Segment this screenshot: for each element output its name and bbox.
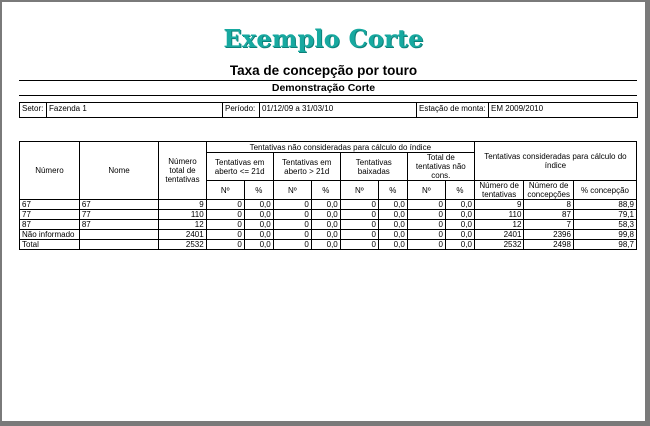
header-numero: Número — [20, 142, 80, 200]
header-no: Nº — [206, 181, 244, 200]
cell-baixadas-pct: 0,0 — [378, 210, 407, 220]
cell-aberto-le21-pct: 0,0 — [244, 230, 273, 240]
cell-aberto-gt21-pct: 0,0 — [311, 230, 340, 240]
cell-num-tentativas: 2401 — [474, 230, 524, 240]
cell-aberto-le21-n: 0 — [206, 220, 244, 230]
estacao-divider — [416, 103, 417, 117]
cell-pct-concepcao: 98,7 — [573, 240, 636, 250]
company-logo: Exemplo Corte — [223, 24, 424, 53]
cell-numero: 87 — [20, 220, 80, 230]
cell-baixadas-pct: 0,0 — [378, 240, 407, 250]
header-no: Nº — [340, 181, 378, 200]
cell-numero: 77 — [20, 210, 80, 220]
report-subtitle: Demonstração Corte — [271, 82, 376, 94]
header-pct: % — [378, 181, 407, 200]
setor-value: Fazenda 1 — [49, 104, 87, 113]
header-num-tentativas: Número de tentativas — [474, 181, 524, 200]
cell-aberto-le21-pct: 0,0 — [244, 240, 273, 250]
cell-aberto-gt21-n: 0 — [273, 210, 311, 220]
header-no: Nº — [407, 181, 445, 200]
cell-aberto-gt21-pct: 0,0 — [311, 220, 340, 230]
periodo-label: Período: — [225, 104, 256, 113]
cell-nome: 67 — [79, 200, 158, 210]
cell-aberto-gt21-n: 0 — [273, 230, 311, 240]
table-row — [20, 230, 637, 240]
cell-aberto-le21-n: 0 — [206, 240, 244, 250]
cell-total-nao-pct: 0,0 — [445, 230, 474, 240]
cell-total: 2401 — [159, 230, 206, 240]
cell-pct-concepcao: 79,1 — [573, 210, 636, 220]
cell-pct-concepcao: 58,3 — [573, 220, 636, 230]
header-nome: Nome — [79, 142, 158, 200]
header-total-nao: Total de tentativas não cons. — [407, 153, 474, 181]
cell-total-nao-pct: 0,0 — [445, 210, 474, 220]
cell-total: 110 — [159, 210, 206, 220]
estacao-value-divider — [488, 103, 489, 117]
cell-numero: Total — [20, 240, 80, 250]
subtitle-divider — [19, 95, 637, 96]
cell-num-concepcoes: 2498 — [524, 240, 574, 250]
cell-baixadas-pct: 0,0 — [378, 220, 407, 230]
cell-aberto-gt21-pct: 0,0 — [311, 200, 340, 210]
setor-label: Setor: — [22, 104, 44, 113]
header-num-concepcoes: Número de concepções — [524, 181, 574, 200]
report-title: Taxa de concepção por touro — [229, 63, 418, 78]
periodo-value-divider — [259, 103, 260, 117]
header-group-consideradas: Tentativas consideradas para cálculo do índice — [474, 142, 636, 181]
cell-baixadas-n: 0 — [340, 200, 378, 210]
cell-aberto-gt21-pct: 0,0 — [311, 240, 340, 250]
cell-total-nao-n: 0 — [407, 220, 445, 230]
header-pct-concepcao: % concepção — [573, 181, 636, 200]
cell-aberto-gt21-n: 0 — [273, 220, 311, 230]
cell-num-tentativas: 9 — [474, 200, 524, 210]
cell-nome: 77 — [79, 210, 158, 220]
cell-baixadas-pct: 0,0 — [378, 230, 407, 240]
header-pct: % — [445, 181, 474, 200]
cell-total-nao-n: 0 — [407, 210, 445, 220]
cell-num-concepcoes: 2396 — [524, 230, 574, 240]
cell-total-nao-n: 0 — [407, 230, 445, 240]
header-pct: % — [244, 181, 273, 200]
cell-aberto-le21-n: 0 — [206, 230, 244, 240]
cell-total: 12 — [159, 220, 206, 230]
cell-baixadas-n: 0 — [340, 240, 378, 250]
cell-total-nao-n: 0 — [407, 200, 445, 210]
cell-total-nao-n: 0 — [407, 240, 445, 250]
header-aberto-le21: Tentativas em aberto <= 21d — [206, 153, 273, 181]
cell-num-concepcoes: 7 — [524, 220, 574, 230]
cell-num-tentativas: 2532 — [474, 240, 524, 250]
report-filters — [19, 102, 638, 118]
cell-numero: 67 — [20, 200, 80, 210]
title-divider — [19, 80, 637, 81]
cell-num-concepcoes: 87 — [524, 210, 574, 220]
cell-aberto-gt21-pct: 0,0 — [311, 210, 340, 220]
cell-aberto-gt21-n: 0 — [273, 240, 311, 250]
periodo-value: 01/12/09 a 31/03/10 — [262, 104, 334, 113]
header-aberto-gt21: Tentativas em aberto > 21d — [273, 153, 340, 181]
cell-total: 2532 — [159, 240, 206, 250]
table-row — [20, 220, 637, 230]
periodo-divider — [222, 103, 223, 117]
table-row — [20, 210, 637, 220]
cell-baixadas-n: 0 — [340, 220, 378, 230]
header-no: Nº — [273, 181, 311, 200]
cell-total-nao-pct: 0,0 — [445, 240, 474, 250]
header-pct: % — [311, 181, 340, 200]
estacao-value: EM 2009/2010 — [491, 104, 544, 113]
table-row — [20, 200, 637, 210]
cell-aberto-le21-pct: 0,0 — [244, 220, 273, 230]
cell-aberto-le21-n: 0 — [206, 200, 244, 210]
cell-num-tentativas: 110 — [474, 210, 524, 220]
cell-baixadas-n: 0 — [340, 210, 378, 220]
cell-numero: Não informado — [20, 230, 80, 240]
header-baixadas: Tentativas baixadas — [340, 153, 407, 181]
cell-baixadas-n: 0 — [340, 230, 378, 240]
cell-num-concepcoes: 8 — [524, 200, 574, 210]
table-row-total — [20, 240, 637, 250]
cell-pct-concepcao: 88,9 — [573, 200, 636, 210]
setor-divider — [46, 103, 47, 117]
cell-nome: 87 — [79, 220, 158, 230]
cell-nome — [79, 240, 158, 250]
cell-nome — [79, 230, 158, 240]
cell-pct-concepcao: 99,8 — [573, 230, 636, 240]
cell-aberto-le21-pct: 0,0 — [244, 200, 273, 210]
header-total-tentativas: Número total de tentativas — [159, 142, 206, 200]
cell-baixadas-pct: 0,0 — [378, 200, 407, 210]
cell-aberto-le21-pct: 0,0 — [244, 210, 273, 220]
cell-num-tentativas: 12 — [474, 220, 524, 230]
cell-total-nao-pct: 0,0 — [445, 200, 474, 210]
cell-aberto-le21-n: 0 — [206, 210, 244, 220]
header-group-nao-consideradas: Tentativas não consideradas para cálculo do índice — [206, 142, 474, 153]
estacao-label: Estação de monta: — [419, 104, 486, 113]
cell-aberto-gt21-n: 0 — [273, 200, 311, 210]
concepcao-table — [19, 141, 637, 250]
cell-total-nao-pct: 0,0 — [445, 220, 474, 230]
cell-total: 9 — [159, 200, 206, 210]
